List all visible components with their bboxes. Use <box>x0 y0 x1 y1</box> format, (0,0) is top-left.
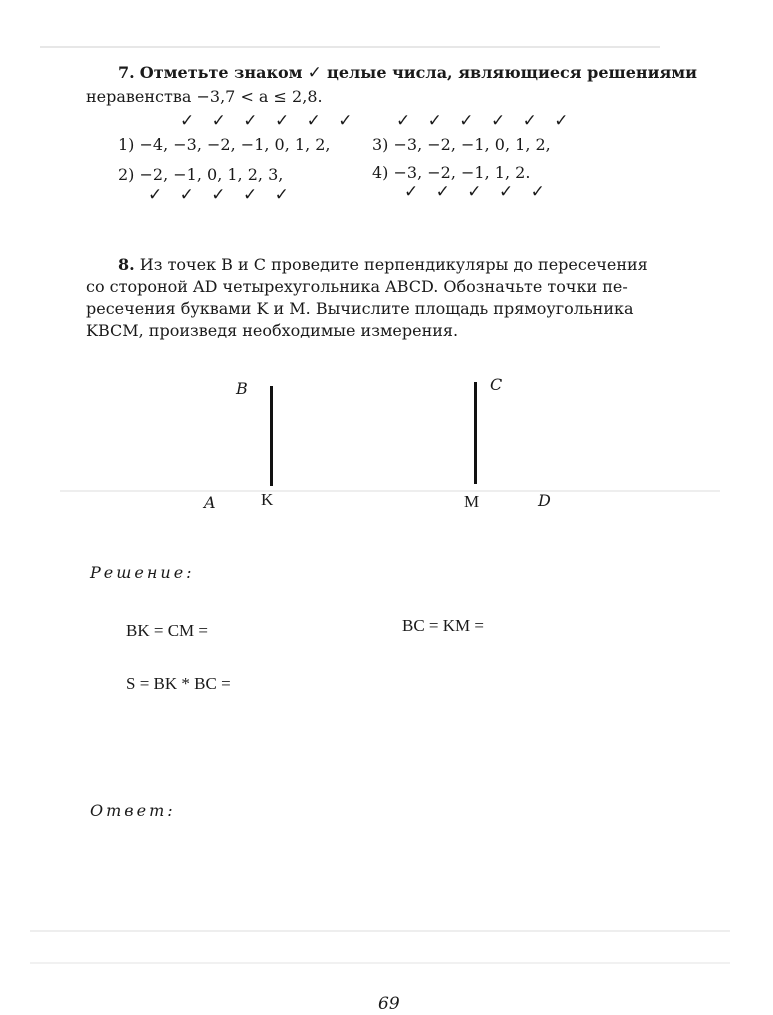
option1-label: 1) −4, −3, −2, −1, 0, 1, 2, <box>118 135 331 154</box>
task7-intro-b: целые числа, являющиеся решениями <box>327 63 698 82</box>
solution-eq1: BK = CM = <box>126 621 208 640</box>
figure-label-d: D <box>538 491 551 510</box>
page-number: 69 <box>378 994 400 1014</box>
option4-checks: ✓ ✓ ✓ ✓ ✓ <box>404 182 551 202</box>
task8-line1-text: Из точек B и C проведите перпендикуляры до пересечения <box>139 255 648 274</box>
check-icon: ✓ <box>307 63 322 83</box>
task8-line3: ресечения буквами K и M. Вычислите площадь прямоугольника <box>86 299 634 318</box>
task8-line2: со стороной AD четырехугольника ABCD. Обозначьте точки пе- <box>86 277 628 296</box>
solution-eq3: S = BK * BC = <box>126 674 231 693</box>
task7-number: 7. <box>118 63 135 82</box>
figure-label-b: B <box>236 379 248 398</box>
solution-heading: Решение: <box>90 563 195 582</box>
task8-line1 <box>118 254 648 276</box>
option2-label: 2) −2, −1, 0, 1, 2, 3, <box>118 165 284 184</box>
figure-label-a: A <box>204 493 216 512</box>
scan-smudge-top <box>40 46 660 48</box>
option1-checks: ✓ ✓ ✓ ✓ ✓ ✓ <box>180 111 359 131</box>
option2-checks: ✓ ✓ ✓ ✓ ✓ <box>148 185 295 205</box>
task7-intro-line2: неравенства −3,7 < a ≤ 2,8. <box>86 87 323 106</box>
task7-intro-a: Отметьте знаком <box>139 63 303 82</box>
figure-label-k: K <box>261 490 274 509</box>
option3-label: 3) −3, −2, −1, 0, 1, 2, <box>372 135 551 154</box>
task8-line4: KBCM, произведя необходимые измерения. <box>86 321 459 340</box>
figure-label-m: M <box>464 492 480 511</box>
figure-label-c: C <box>490 375 503 394</box>
answer-heading: Ответ: <box>90 801 176 820</box>
task8-number: 8. <box>118 255 135 274</box>
scan-smudge-bottom-2 <box>30 962 730 964</box>
solution-eq2: BC = KM = <box>402 616 484 635</box>
scan-smudge-mid <box>60 490 720 492</box>
task7-heading <box>118 62 697 84</box>
perpendicular-bk <box>270 386 273 486</box>
option3-checks: ✓ ✓ ✓ ✓ ✓ ✓ <box>396 111 575 131</box>
perpendicular-cm <box>474 382 477 484</box>
scan-smudge-bottom-1 <box>30 930 730 932</box>
option4-label: 4) −3, −2, −1, 1, 2. <box>372 163 531 182</box>
